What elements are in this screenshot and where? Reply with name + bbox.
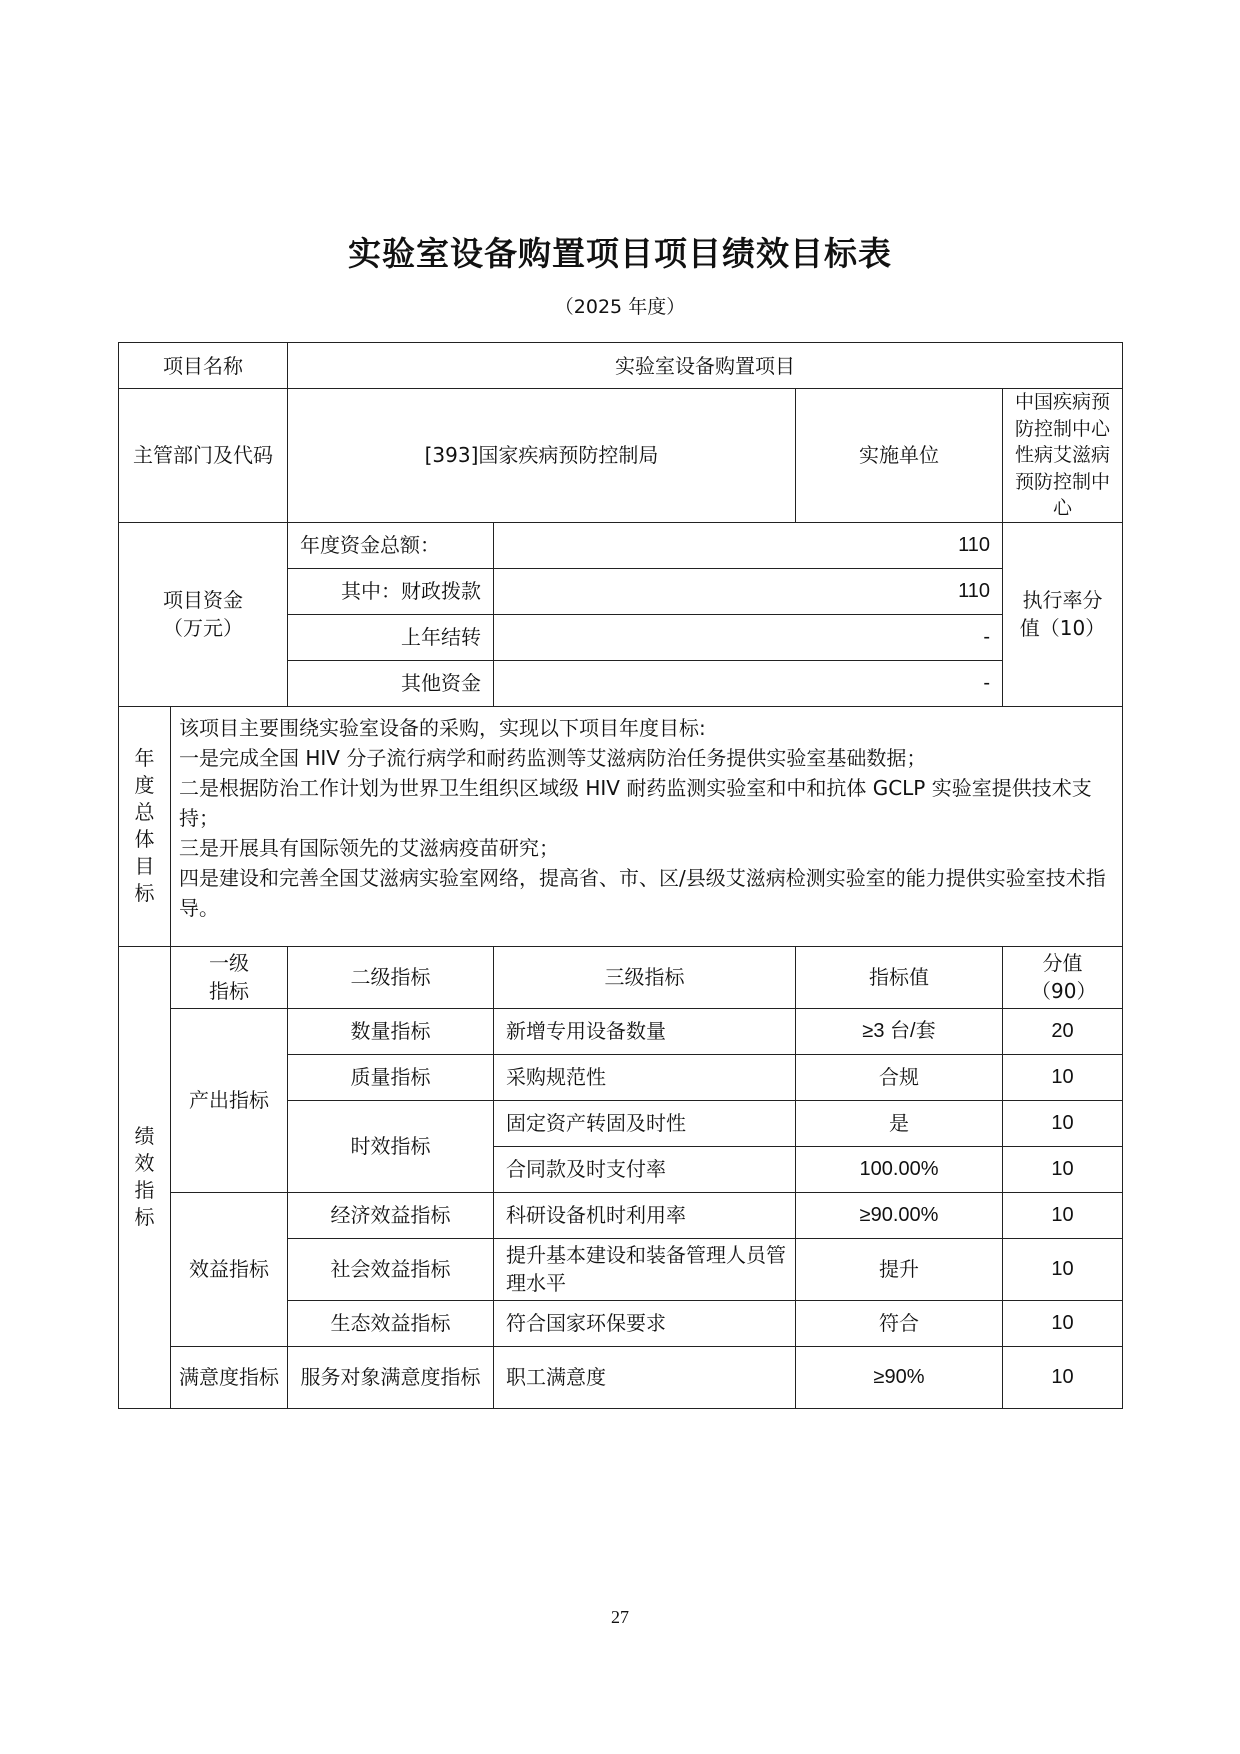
level1-satisfaction: 满意度指标 xyxy=(171,1346,288,1408)
value-cell: 合规 xyxy=(796,1054,1003,1100)
funds-label: 项目资金（万元） xyxy=(119,522,288,706)
table-row xyxy=(119,1192,1123,1238)
header-level1: 一级指标 xyxy=(171,946,288,1008)
value-cell: 100.00% xyxy=(796,1146,1003,1192)
value-cell: ≥3 台/套 xyxy=(796,1008,1003,1054)
level2-cell: 数量指标 xyxy=(288,1008,494,1054)
funds-carryover-label: 上年结转 xyxy=(288,614,494,660)
goal-line: 三是开展具有国际领先的艾滋病疫苗研究； xyxy=(179,835,559,860)
level3-cell: 采购规范性 xyxy=(494,1054,796,1100)
score-cell: 10 xyxy=(1003,1192,1123,1238)
value-cell: 提升 xyxy=(796,1238,1003,1300)
score-cell: 10 xyxy=(1003,1054,1123,1100)
score-cell: 20 xyxy=(1003,1008,1123,1054)
annual-goal-label-text: 年度总体目标 xyxy=(134,746,155,906)
indicators-label xyxy=(119,946,171,1408)
goal-line: 四是建设和完善全国艾滋病实验室网络，提高省、市、区/县级艾滋病检测实验室的能力提供实验室技术指导。 xyxy=(179,865,1106,920)
funds-fiscal-label: 其中：财政拨款 xyxy=(288,568,494,614)
annual-goal-content xyxy=(171,706,1123,946)
level3-cell: 新增专用设备数量 xyxy=(494,1008,796,1054)
indicators-label-text: 绩效指标 xyxy=(134,1124,155,1230)
level3-cell: 合同款及时支付率 xyxy=(494,1146,796,1192)
page-number: 27 xyxy=(611,1607,629,1627)
project-name-value: 实验室设备购置项目 xyxy=(288,343,1123,389)
header-score: 分值（90） xyxy=(1003,946,1123,1008)
funds-total-value: 110 xyxy=(494,522,1003,568)
score-cell: 10 xyxy=(1003,1146,1123,1192)
funds-other-label: 其他资金 xyxy=(288,660,494,706)
score-cell: 10 xyxy=(1003,1300,1123,1346)
value-cell: ≥90% xyxy=(796,1346,1003,1408)
score-cell: 10 xyxy=(1003,1346,1123,1408)
funds-fiscal-value: 110 xyxy=(494,568,1003,614)
level3-cell: 符合国家环保要求 xyxy=(494,1300,796,1346)
value-cell: 是 xyxy=(796,1100,1003,1146)
funds-carryover-value: - xyxy=(494,614,1003,660)
page-subtitle: （2025 年度） xyxy=(554,296,686,318)
impl-unit-label: 实施单位 xyxy=(796,389,1003,523)
level1-benefit: 效益指标 xyxy=(171,1192,288,1346)
header-level2: 二级指标 xyxy=(288,946,494,1008)
header-level3: 三级指标 xyxy=(494,946,796,1008)
project-name-label: 项目名称 xyxy=(119,343,288,389)
dept-label: 主管部门及代码 xyxy=(119,389,288,523)
table-row xyxy=(119,1008,1123,1054)
level3-cell: 提升基本建设和装备管理人员管理水平 xyxy=(494,1238,796,1300)
dept-value: [393]国家疾病预防控制局 xyxy=(288,389,796,523)
goal-line: 一是完成全国 HIV 分子流行病学和耐药监测等艾滋病防治任务提供实验室基础数据； xyxy=(179,745,927,770)
level2-cell: 时效指标 xyxy=(288,1100,494,1192)
value-cell: ≥90.00% xyxy=(796,1192,1003,1238)
table-row xyxy=(119,1346,1123,1408)
goal-line: 二是根据防治工作计划为世界卫生组织区域级 HIV 耐药监测实验室和中和抗体 GCLP 实验室提供技术支持； xyxy=(179,775,1092,830)
score-cell: 10 xyxy=(1003,1238,1123,1300)
level2-cell: 经济效益指标 xyxy=(288,1192,494,1238)
annual-goal-label xyxy=(119,706,171,946)
level3-cell: 固定资产转固及时性 xyxy=(494,1100,796,1146)
value-cell: 符合 xyxy=(796,1300,1003,1346)
page-title: 实验室设备购置项目项目绩效目标表 xyxy=(348,234,892,273)
score-cell: 10 xyxy=(1003,1100,1123,1146)
funds-other-value: - xyxy=(494,660,1003,706)
goal-line: 该项目主要围绕实验室设备的采购，实现以下项目年度目标: xyxy=(179,715,706,740)
funds-total-label: 年度资金总额： xyxy=(288,522,494,568)
level2-cell: 服务对象满意度指标 xyxy=(288,1346,494,1408)
level3-cell: 科研设备机时利用率 xyxy=(494,1192,796,1238)
level2-cell: 质量指标 xyxy=(288,1054,494,1100)
exec-rate-label: 执行率分值（10） xyxy=(1003,522,1123,706)
level1-output: 产出指标 xyxy=(171,1008,288,1192)
header-value: 指标值 xyxy=(796,946,1003,1008)
level2-cell: 生态效益指标 xyxy=(288,1300,494,1346)
level2-cell: 社会效益指标 xyxy=(288,1238,494,1300)
impl-unit-value: 中国疾病预防控制中心性病艾滋病预防控制中心 xyxy=(1003,389,1123,523)
level3-cell: 职工满意度 xyxy=(494,1346,796,1408)
performance-table xyxy=(118,342,1123,1409)
